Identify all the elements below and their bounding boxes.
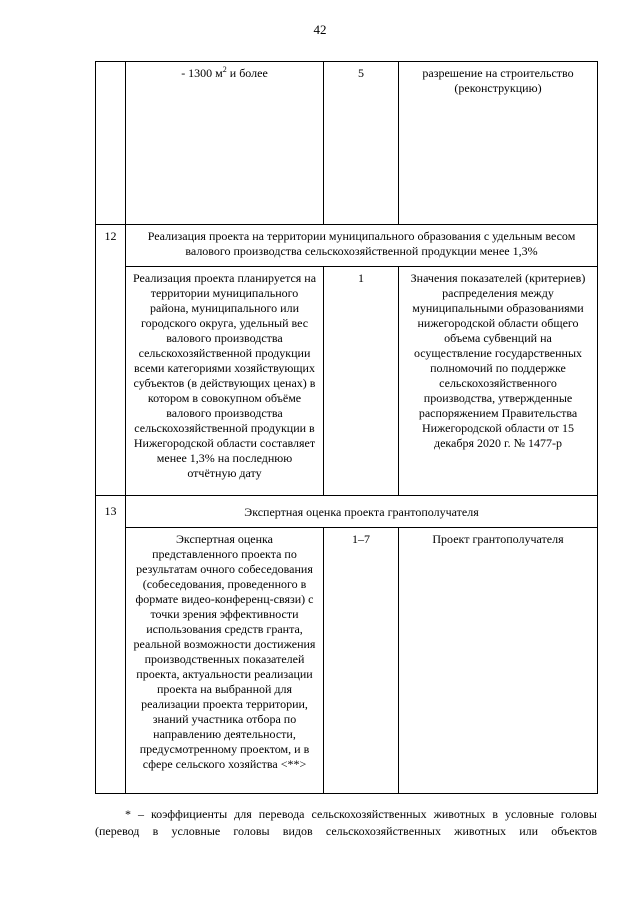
criteria-table [95, 61, 598, 794]
criterion-text-suffix: и более [226, 66, 268, 80]
document-cell: Значения показателей (критериев) распределения между муниципальными образованиями нижегородской области общего объема субвенций на осуществление государственных полномочий по поддержке сельскохозяйственного производства, утвержденные распоряжением Правительства Нижегородской области от 15 декабря 2020 г. № 1477-р [399, 267, 598, 496]
score-cell: 5 [324, 62, 399, 225]
page-number: 42 [313, 22, 327, 37]
document-cell: Проект грантополучателя [399, 528, 598, 794]
score-cell: 1–7 [324, 528, 399, 794]
row-number-cell: 12 [96, 225, 126, 496]
section-heading: Реализация проекта на территории муниципального образования с удельным весом валового производства сельскохозяйственной продукции менее 1,3% [126, 225, 598, 267]
table-row [96, 496, 598, 528]
score-cell: 1 [324, 267, 399, 496]
row-number-cell [96, 62, 126, 225]
table-row [96, 225, 598, 267]
criterion-cell [126, 62, 324, 225]
superscript: 2 [222, 65, 227, 74]
row-number-cell: 13 [96, 496, 126, 794]
table-row [96, 62, 598, 225]
table-row [96, 267, 598, 496]
section-heading: Экспертная оценка проекта грантополучателя [126, 496, 598, 528]
criterion-text: - 1300 м [181, 66, 223, 80]
table-row [96, 528, 598, 794]
document-cell: разрешение на строительство (реконструкцию) [399, 62, 598, 225]
criterion-cell: Экспертная оценка представленного проекта по результатам очного собеседования (собеседования, проведенного в формате видео-конференц-связи) с точки зрения эффективности использования средств гранта, реальной возможности достижения производственных показателей проекта, актуальности реализации проекта на выбранной для реализации проекта территории, знаний участника отбора по направлению деятельности, предусмотренному проектом, и в сфере сельского хозяйства <**> [126, 528, 324, 794]
criterion-cell: Реализация проекта планируется на территории муниципального района, муниципального или городского округа, удельный вес валового производства сельскохозяйственной продукции всеми категориями хозяйствующих субъектов (в действующих ценах) в котором в совокупном объёме валового производства сельскохозяйственной продукции в Нижегородской области составляет менее 1,3% на последнюю отчётную дату [126, 267, 324, 496]
footnote: * – коэффициенты для перевода сельскохозяйственных животных в условные головы (перевод в условные головы видов сельскохозяйственных животных или объектов [95, 807, 597, 838]
